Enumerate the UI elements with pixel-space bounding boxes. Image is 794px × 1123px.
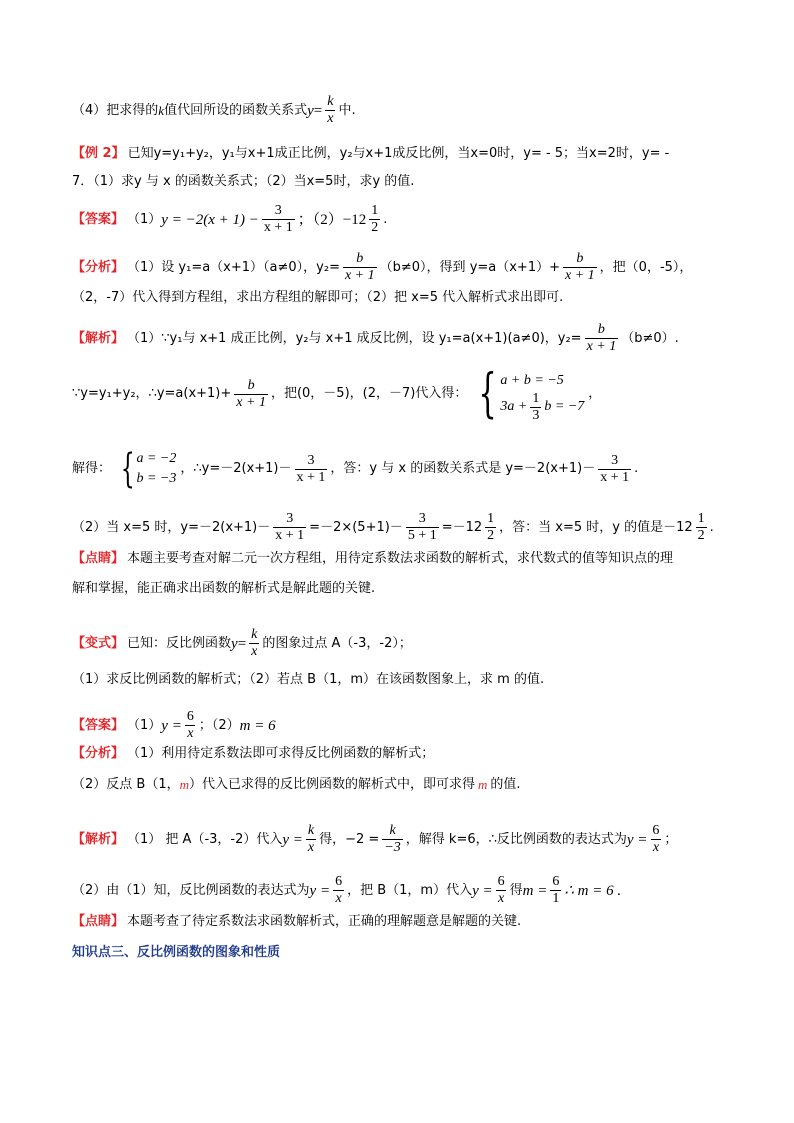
point1-line2: 解和掌握，能正确求出函数的解析式是解此题的关键. (72, 581, 376, 596)
point1-line1: 【点睛】 本题主要考查对解二元一次方程组，用待定系数法求函数的解析式，求代数式的值等知识点的理 (72, 551, 674, 566)
fraction: $\frac{k}{x}$ (251, 627, 258, 659)
solution1-line4: （2）当 x=5 时，y=－2(x+1)－ $\frac{3}{x + 1}$ =－2×(5+1)－ $\frac{3}{5 + 1}$ =－12 $\frac{1}{2}$ ，答：当 x=5 时，y 的值是－12 $\frac{1}{2}$ . (72, 511, 714, 543)
solution1-line1: 【解析】 （1）∵y₁与 x+1 成正比例，y₂与 x+1 成反比例，设 y₁=a(x+1)(a≠0)，y₂= $\frac{b}{x + 1}$ （b≠0）. (72, 322, 679, 354)
answer-tag: 【答案】 (72, 211, 125, 227)
fraction: $\frac{6}{1}$ (552, 874, 560, 906)
fraction: $\frac{k}{x}$ (327, 94, 334, 126)
answer1-line: 【答案】 （1） y = −2(x + 1) − $\frac{3}{x + 1}$ ；（2）−12 $\frac{1}{2}$ . (72, 203, 388, 235)
fraction: $\frac{6}{x}$ (652, 823, 660, 855)
example-tag: 【例 2】 (72, 146, 125, 161)
fraction: $\frac{3}{x + 1}$ (600, 452, 630, 485)
point-tag: 【点睛】 (72, 914, 125, 929)
analysis1-line2: （2，-7）代入得到方程组，求出方程组的解即可；（2）把 x=5 代入解析式求出即可. (72, 290, 564, 305)
point2-line: 【点睛】 本题考查了待定系数法求函数解析式，正确的理解题意是解题的关键. (72, 914, 522, 929)
fraction: $\frac{1}{3}$ (532, 390, 540, 423)
answer-tag: 【答案】 (72, 717, 125, 733)
solution2-line1: 【解析】 （1） 把 A（-3，-2）代入 y = $\frac{k}{x}$ 得，−2 = $\frac{k}{-3}$ ，解得 k=6，∴反比例函数的表达式为 y = $\frac{6}{x}$ ； (72, 823, 678, 855)
fraction: $\frac{3}{5 + 1}$ (407, 511, 437, 543)
fraction: $\frac{3}{x + 1}$ (275, 511, 305, 543)
fraction: $\frac{1}{2}$ (371, 203, 379, 235)
variant-line1: 【变式】 已知：反比例函数 y = $\frac{k}{x}$ 的图象过点 A（-3，-2）； (72, 627, 412, 659)
analysis-tag: 【分析】 (72, 746, 125, 761)
fraction: $\frac{k}{-3}$ (384, 823, 401, 855)
section-title: 知识点三、反比例函数的图象和性质 (72, 945, 281, 960)
solution-tag: 【解析】 (72, 831, 125, 847)
analysis2-line1: 【分析】 （1）利用待定系数法即可求得反比例函数的解析式； (72, 746, 435, 761)
solution-tag: 【解析】 (72, 330, 125, 346)
equation-system: { a + b = −5 3a + $\frac{1}{3}$ b = −7 (478, 364, 585, 424)
solution2-line2: （2）由（1）知，反比例函数的表达式为 y = $\frac{6}{x}$ ，把 B（1，m）代入 y = $\frac{6}{x}$ 得 m = $\frac{6}{1}$ ∴ m = 6 . (72, 874, 622, 906)
fraction: $\frac{1}{2}$ (697, 511, 705, 543)
fraction: $\frac{b}{x + 1}$ (586, 322, 617, 354)
example2-line2: 7．（1）求y 与 x 的函数关系式；（2）当x=5时，求y 的值. (72, 174, 415, 189)
answer2-line: 【答案】 （1） y = $\frac{6}{x}$ ；（2） m = 6 (72, 709, 276, 741)
fraction: $\frac{6}{x}$ (186, 709, 194, 741)
fraction: $\frac{6}{x}$ (497, 874, 505, 906)
analysis2-line2: （2）反点 B（1， m ）代入已求得的反比例函数的解析式中，即可求得 m 的值. (72, 777, 521, 792)
point-tag: 【点睛】 (72, 551, 125, 566)
fraction: $\frac{b}{x + 1}$ (236, 377, 266, 410)
variant-tag: 【变式】 (72, 635, 125, 651)
analysis1-line1: 【分析】 （1）设 y₁=a（x+1）（a≠0），y₂= $\frac{b}{x + 1}$ （b≠0），得到 y=a（x+1）+ $\frac{b}{x + 1}$ ，把（0，-5）， (72, 251, 693, 283)
fraction: $\frac{b}{x + 1}$ (565, 251, 595, 283)
fraction: $\frac{3}{x + 1}$ (296, 452, 326, 485)
fraction: $\frac{1}{2}$ (487, 511, 495, 543)
solution1-line2: ∵y=y₁+y₂，∴y=a(x+1)+ $\frac{b}{x + 1}$ ，把(0，－5)，(2，－7)代入得： { a + b = −5 3a + $\frac{1}{3}$ b = −7 ， (72, 364, 602, 424)
fraction: $\frac{3}{x + 1}$ (263, 203, 293, 235)
example2-line1: 【例 2】 已知y=y₁+y₂，y₁与x+1成正比例，y₂与x+1成反比例，当x=0时，y= - 5；当x=2时，y= - (72, 146, 670, 161)
fraction: $\frac{k}{x}$ (307, 823, 315, 855)
fraction: $\frac{b}{x + 1}$ (344, 251, 375, 283)
fraction: $\frac{6}{x}$ (335, 874, 343, 906)
solution-system: { a = −2 b = −3 (120, 446, 177, 492)
step4-line: （4）把求得的 k 值代回所设的函数关系式 y = $\frac{k}{x}$ 中. (72, 94, 356, 126)
variant-question: （1）求反比例函数的解析式；（2）若点 B（1，m）在该函数图象上，求 m 的值. (72, 672, 545, 687)
solution1-line3: 解得： { a = −2 b = −3 ，∴y=－2(x+1)－ $\frac{3}{x + 1}$ ，答：y 与 x 的函数关系式是 y=－2(x+1)－ $\frac{3}{x + 1}$ . (72, 446, 639, 492)
analysis-tag: 【分析】 (72, 259, 125, 275)
